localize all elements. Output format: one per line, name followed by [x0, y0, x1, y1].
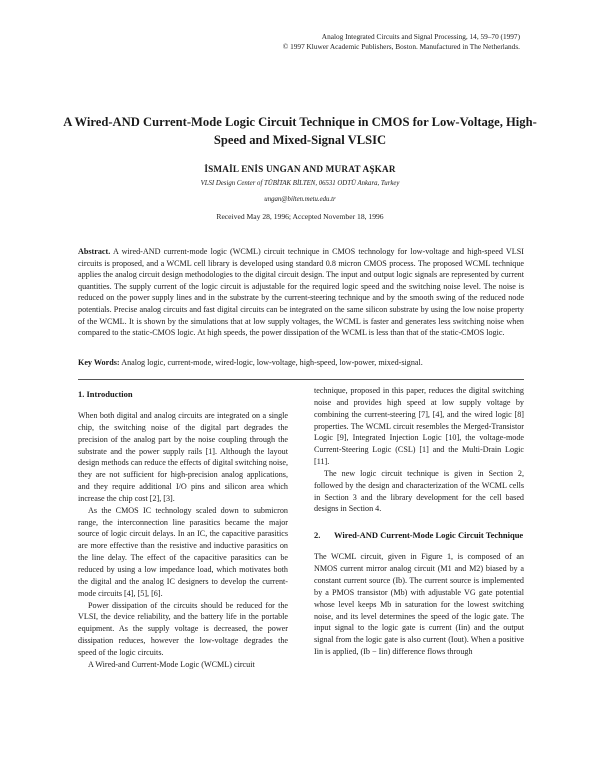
- right-column: [314, 385, 524, 658]
- journal-line: Analog Integrated Circuits and Signal Processing, 14, 59–70 (1997): [321, 32, 520, 41]
- intro-paragraph-1: When both digital and analog circuits are integrated on a single chip, the switching noise of the digital part degrades the precision of the analog part by the noise coupling through the substrate and the power supply rails [1]. Although the layout design methods can reduce the effects of digital switching noise, they are not sufficient for high-precision analog applications, and they require additional I/O pins and silicon area which increase the chip cost [2], [3].: [78, 411, 288, 503]
- section-2-title: Wired-AND Current-Mode Logic Circuit Technique: [334, 530, 524, 541]
- left-column: [78, 379, 288, 671]
- section-2: [314, 529, 524, 658]
- abstract: [78, 246, 524, 339]
- journal-header: [283, 32, 520, 52]
- section-1-heading: 1. Introduction: [78, 389, 133, 399]
- copyright-line: © 1997 Kluwer Academic Publishers, Boston. Manufactured in The Netherlands.: [282, 42, 520, 51]
- received-dates: Received May 28, 1996; Accepted November 18, 1996: [216, 212, 384, 221]
- section-2-heading: [314, 529, 524, 541]
- intro-paragraph-4: A Wired-and Current-Mode Logic (WCML) circuit: [88, 659, 255, 669]
- paper-authors: İSMAİL ENİS UNGAN AND MURAT AŞKAR: [204, 164, 396, 174]
- keywords: [78, 357, 524, 369]
- author-affiliation: VLSI Design Center of TÜBİTAK BİLTEN, 06531 ODTÜ Ankara, Turkey: [200, 180, 400, 187]
- section-2-number: 2.: [314, 530, 321, 541]
- intro-paragraph-6: The new logic circuit technique is given in Section 2, followed by the design and characterization of the WCML cells in Section 3 and the library development for the cell based designs in Section 4.: [314, 468, 524, 514]
- keywords-label: Key Words:: [78, 358, 120, 367]
- author-email: ungan@bilten.metu.edu.tr: [264, 196, 336, 203]
- keywords-text: Analog logic, current-mode, wired-logic, low-voltage, high-speed, low-power, mixed-signal.: [121, 358, 423, 367]
- abstract-text: A wired-AND current-mode logic (WCML) circuit technique in CMOS technology for low-voltage and high-speed VLSI circuits is proposed, and a WCML cell library is developed using standard 0.8 micron CMOS process. The proposed WCML technique applies the analog circuit design methodologies to the digital circuit design. The input and output logic signals are represented by current quantities. The supply current of the logic circuit is adjustable for the required logic speed and the switching noise level. The noise is reduced on the power supply lines and in the substrate by the current-steering technique and by the smooth swing of the reduced node potentials. Precise analog circuits and fast digital circuits can be integrated on the same silicon substrate by using the low noise property of the WCML. It is shown by the simulations that at low supply voltages, the WCML is faster and generates less switching noise when compared to the static-CMOS logic. At high speeds, the power dissipation of the WCML is less than that of the static-CMOS logic.: [78, 247, 524, 338]
- intro-paragraph-2: As the CMOS IC technology scaled down to submicron range, the interconnection line parasitics became the major source of logic circuit delays. In an IC, the capacitive parasitics are more effective than the resistive and inductive parasitics on the line delay. The effect of the capacitive parasitics can be reduced by using a low impedance load, which motivates both the digital and the analog IC designers to develop the current-mode circuits [4], [5], [6].: [78, 505, 288, 598]
- paper-title: A Wired-AND Current-Mode Logic Circuit Technique in CMOS for Low-Voltage, High-Speed and Mixed-Signal VLSIC: [63, 115, 537, 147]
- abstract-label: Abstract.: [78, 247, 111, 256]
- intro-paragraph-5: technique, proposed in this paper, reduces the digital switching noise and provides high speed at low supply voltage by combining the current-steering [7], [4], and the wired logic [8] properties. The WCML circuit resembles the Merged-Transistor Logic [9], Integrated Injection Logic [10], the voltage-mode Current-Steering Logic (CSL) [1] and the Multi-Drain Logic [11].: [314, 386, 524, 467]
- intro-paragraph-3: Power dissipation of the circuits should be reduced for the VLSI, the device reliability, and the battery life in the portable equipment. As the supply voltage is decreased, the power dissipation reduces, however the low-voltage degrades the speed of the logic circuits.: [78, 600, 288, 657]
- section-2-paragraph: The WCML circuit, given in Figure 1, is composed of an NMOS current mirror analog circuit (M1 and M2) biased by a constant current source (Ib). The current source is implemented by a PMOS transistor (Mb) with adjustable VG gate potential whose level keeps Mb in saturation for the lowest switching noise, and its level determines the speed of the logic gate. The input signal to the logic gate is current (Iin) and the output signal from the logic gate is also current (Iout). When a positive Iin is applied, (Ib − Iin) difference flows through: [314, 552, 524, 657]
